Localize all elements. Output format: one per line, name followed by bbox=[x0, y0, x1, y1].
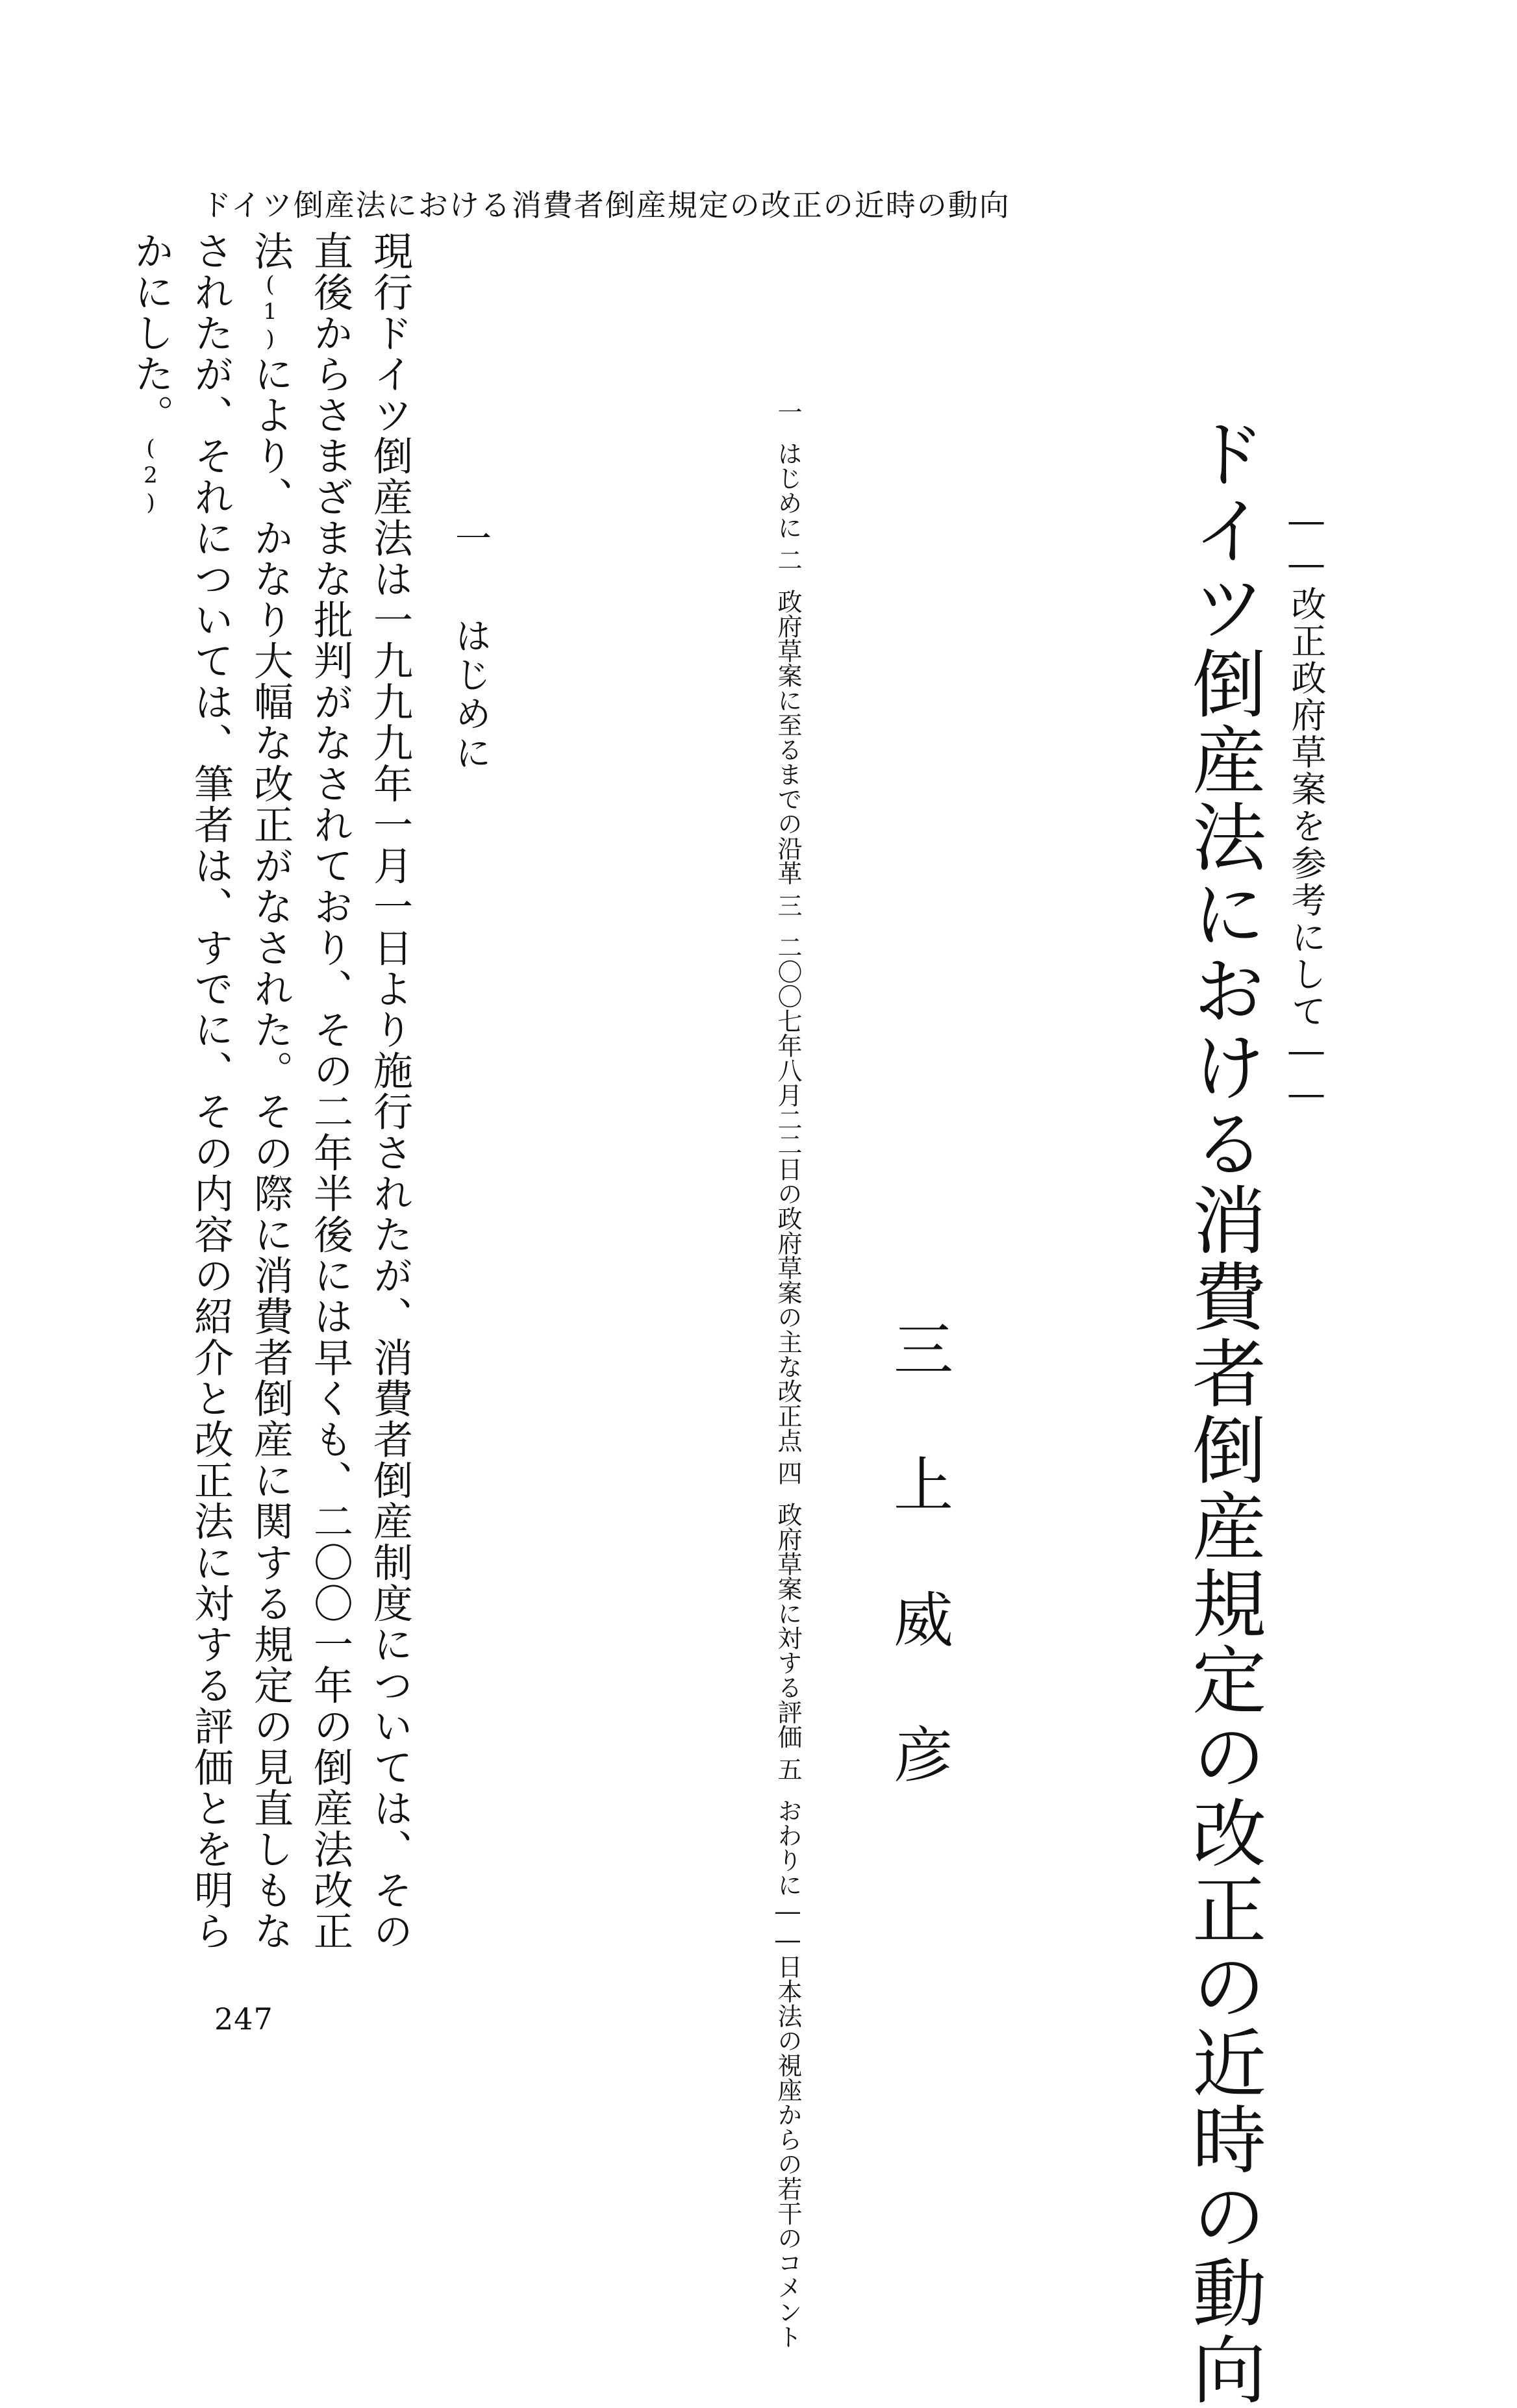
page-number: 247 bbox=[214, 2001, 273, 2037]
toc-number: 二 bbox=[773, 547, 802, 572]
toc-item bbox=[647, 547, 803, 885]
body-text-part: により、かなり大幅な改正がなされた。その際に消費者倒産に関する規定の見直しもなされたが、それについては、筆者は、すでに、その内容の紹介と改正法に対する評価とを明らかにした。 bbox=[128, 231, 294, 1952]
body-paragraph bbox=[128, 231, 420, 1952]
toc-label: 政府草案に至るまでの沿革 bbox=[773, 589, 802, 885]
section-heading bbox=[444, 520, 496, 773]
toc-item bbox=[647, 893, 803, 1453]
footnote-ref-2[interactable]: (2) bbox=[138, 435, 164, 517]
toc-number: 五 bbox=[773, 1757, 802, 1781]
running-header: ドイツ倒産法における消費者倒産規定の改正の近時の動向 bbox=[201, 188, 1010, 223]
toc-number: 三 bbox=[773, 893, 802, 918]
section-number: 一 bbox=[449, 520, 492, 558]
toc-label: 二〇〇七年八月二二日の政府草案の主な改正点 bbox=[773, 934, 802, 1453]
article-subtitle: ――改正政府草案を参考にして―― bbox=[1286, 500, 1327, 1116]
body-text-part: 現行ドイツ倒産法は一九九九年一月一日より施行されたが、消費者倒産制度については、その直後からさまざまな批判がなされており、その二年半後には早くも、二〇〇一年の倒産法改正法 bbox=[247, 231, 413, 1951]
toc-label: はじめに bbox=[773, 441, 802, 540]
author-name: 三上威彦 bbox=[884, 1318, 953, 1859]
toc-item bbox=[647, 1757, 803, 2349]
toc-number: 四 bbox=[773, 1461, 802, 1485]
toc-item bbox=[647, 399, 803, 540]
toc-label: おわりに――日本法の視座からの若干のコメント bbox=[773, 1798, 802, 2349]
table-of-contents bbox=[647, 399, 803, 2349]
toc-number: 一 bbox=[773, 399, 802, 424]
article-title: ドイツ倒産法における消費者倒産規定の改正の近時の動向 bbox=[1180, 416, 1266, 2408]
section-title: はじめに bbox=[449, 617, 492, 773]
toc-item bbox=[647, 1461, 803, 1749]
toc-label: 政府草案に対する評価 bbox=[773, 1502, 802, 1749]
footnote-ref-1[interactable]: (1) bbox=[257, 271, 283, 354]
